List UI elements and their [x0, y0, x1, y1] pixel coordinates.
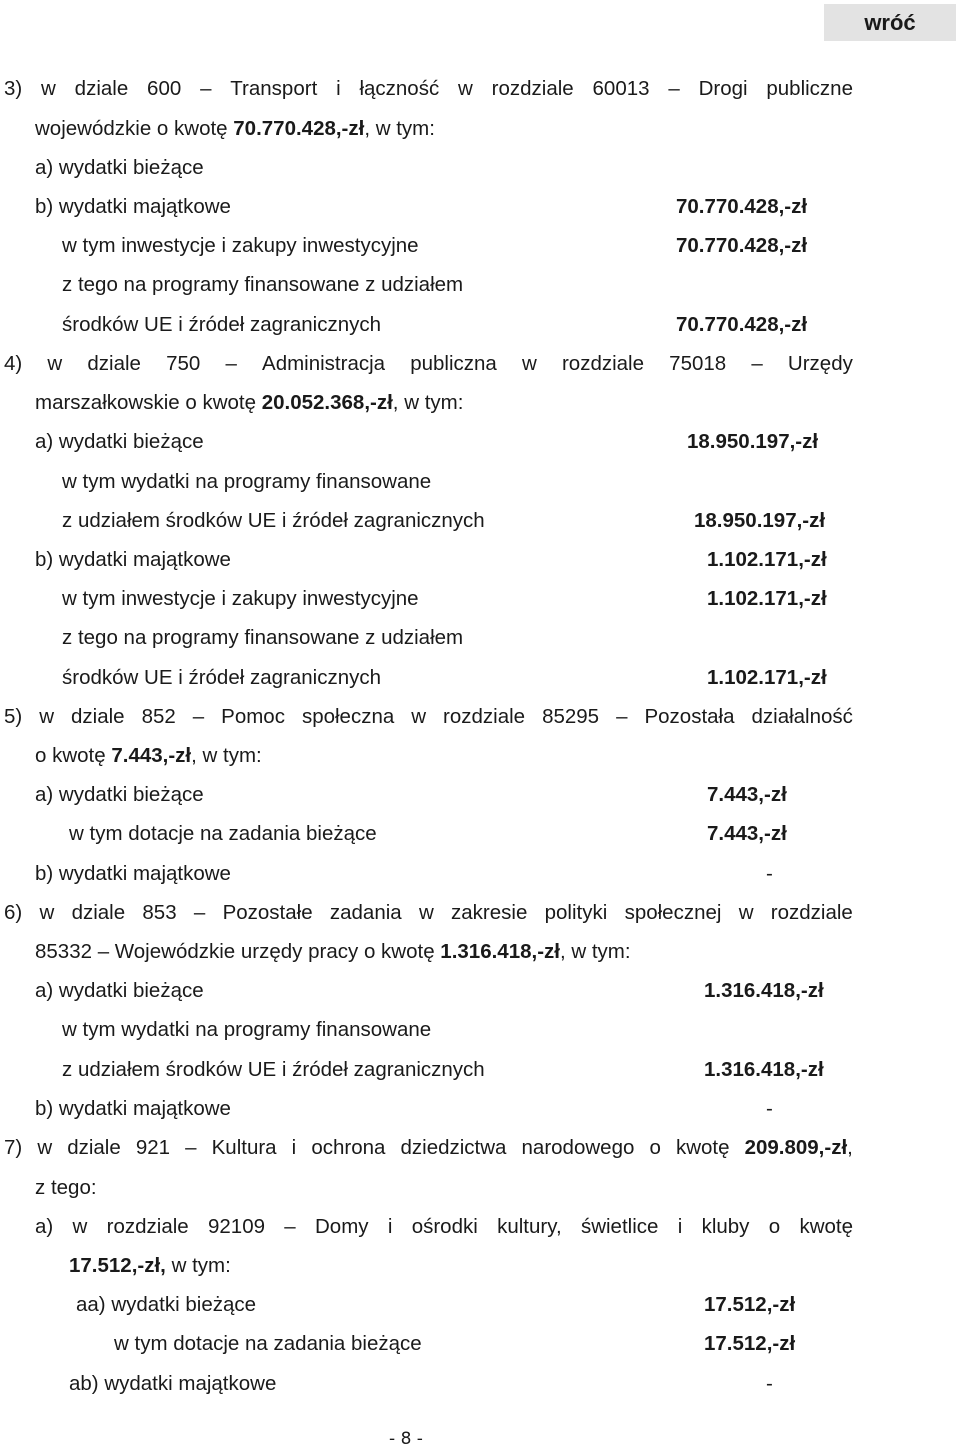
word: kluby [701, 1215, 750, 1238]
word: w [39, 705, 55, 728]
word: rozdziale [770, 901, 853, 924]
word: i [387, 1215, 393, 1238]
dash: – [284, 1215, 296, 1238]
s4-current-expenses-amount: 18.950.197,-zł [687, 430, 819, 453]
word: dziale [71, 705, 125, 728]
total-amount: 20.052.368,-zł [261, 391, 393, 414]
s6-line-1 [4, 900, 853, 926]
word: w [411, 705, 427, 728]
word: w [458, 77, 473, 100]
word: działalność [751, 705, 853, 728]
dash: – [225, 352, 237, 375]
word: w [39, 901, 55, 924]
s7-subsidies-amount: 17.512,-zł [704, 1332, 796, 1355]
word: rozdziale [491, 77, 574, 100]
word: społecznej [624, 901, 722, 924]
s7-subsidies-label: w tym dotacje na zadania bieżące [114, 1332, 422, 1355]
text: wojewódzkie o kwotę [35, 117, 234, 140]
word: i [336, 77, 341, 100]
s7-current-expenses-label: aa) wydatki bieżące [76, 1293, 257, 1316]
s3-investments-label: w tym inwestycje i zakupy inwestycyjne [62, 234, 419, 257]
s7-sub-a-line-2 [69, 1253, 231, 1279]
word: 921 [135, 1136, 171, 1159]
text: o kwotę [35, 744, 112, 767]
s4-programs-label-2: środków UE i źródeł zagranicznych [62, 666, 382, 689]
word: Transport [230, 77, 318, 100]
word: dziedzictwa [400, 1136, 507, 1159]
dash: – [193, 901, 206, 924]
dash: – [192, 705, 205, 728]
s6-eu-programs-amount: 1.316.418,-zł [704, 1058, 824, 1081]
word: 852 [141, 705, 176, 728]
s3-programs-amount: 70.770.428,-zł [676, 313, 808, 336]
sub-item-letter: a) [35, 1215, 54, 1238]
word: dziale [67, 1136, 121, 1159]
word: kultury, [497, 1215, 562, 1238]
s4-line-1 [4, 351, 853, 377]
comma: , [847, 1136, 853, 1159]
total-amount: 70.770.428,-zł [233, 117, 365, 140]
text: , w tym: [392, 391, 464, 414]
s4-eu-programs-label-2: z udziałem środków UE i źródeł zagranicznych [62, 509, 485, 532]
text: , w tym: [364, 117, 435, 140]
s3-programs-label-2: środków UE i źródeł zagranicznych [62, 313, 382, 336]
s4-programs-amount: 1.102.171,-zł [707, 666, 827, 689]
word: polityki [544, 901, 608, 924]
word: w [47, 352, 63, 375]
word: w [418, 901, 434, 924]
s4-programs-label-1: z tego na programy finansowane z udziałem [62, 626, 464, 649]
word: Administracja [262, 352, 386, 375]
text: 85332 – Wojewódzkie urzędy pracy o kwotę [35, 940, 441, 963]
word: 75018 [669, 352, 727, 375]
s6-capital-expenses-amount: - [766, 1097, 773, 1120]
s5-capital-expenses-label: b) wydatki majątkowe [35, 862, 231, 885]
word: świetlice [580, 1215, 659, 1238]
word: 92109 [207, 1215, 265, 1238]
item-number: 3) [4, 77, 23, 100]
item-number: 4) [4, 352, 23, 375]
word: publiczna [410, 352, 497, 375]
word: ośrodki [411, 1215, 478, 1238]
s4-capital-expenses-label: b) wydatki majątkowe [35, 548, 231, 571]
s7-sub-a-line-1 [35, 1214, 853, 1240]
word: rozdziale [106, 1215, 189, 1238]
word: zadania [329, 901, 402, 924]
word: i [677, 1215, 683, 1238]
dash: – [185, 1136, 197, 1159]
s3-capital-expenses-amount: 70.770.428,-zł [676, 195, 808, 218]
word: ochrona [311, 1136, 386, 1159]
s7-capital-expenses-label: ab) wydatki majątkowe [69, 1372, 277, 1395]
word: o [768, 1215, 781, 1238]
s6-eu-programs-label-1: w tym wydatki na programy finansowane [62, 1018, 432, 1041]
s5-current-expenses-label: a) wydatki bieżące [35, 783, 204, 806]
word: 600 [147, 77, 182, 100]
s5-capital-expenses-amount: - [766, 862, 773, 885]
s7-current-expenses-amount: 17.512,-zł [704, 1293, 796, 1316]
dash: – [200, 77, 212, 100]
text: , w tym: [559, 940, 631, 963]
item-number: 6) [4, 901, 23, 924]
back-button[interactable]: wróć [824, 4, 956, 41]
word: Domy [315, 1215, 369, 1238]
word: łączność [359, 77, 440, 100]
text: marszałkowskie o kwotę [35, 391, 262, 414]
word: narodowego [521, 1136, 635, 1159]
s4-eu-programs-label-1: w tym wydatki na programy finansowane [62, 470, 432, 493]
word: w [522, 352, 537, 375]
s3-current-expenses-label: a) wydatki bieżące [35, 156, 204, 179]
word: w [738, 901, 754, 924]
word: Pozostała [644, 705, 735, 728]
word: rozdziale [561, 352, 645, 375]
s6-eu-programs-label-2: z udziałem środków UE i źródeł zagranicznych [62, 1058, 485, 1081]
word: w [72, 1215, 88, 1238]
word: 85295 [542, 705, 600, 728]
s7-line-2: z tego: [35, 1176, 97, 1199]
dash: – [668, 77, 680, 100]
s7-line-1 [4, 1135, 853, 1161]
s5-line-2 [35, 743, 262, 769]
word: 60013 [592, 77, 650, 100]
s3-capital-expenses-label: b) wydatki majątkowe [35, 195, 231, 218]
s5-subsidies-label: w tym dotacje na zadania bieżące [69, 822, 377, 845]
s3-investments-amount: 70.770.428,-zł [676, 234, 808, 257]
dash: – [616, 705, 628, 728]
word: Drogi [698, 77, 748, 100]
text: , w tym: [191, 744, 262, 767]
s7-capital-expenses-amount: - [766, 1372, 773, 1395]
word: dziale [87, 352, 141, 375]
word: rozdziale [443, 705, 526, 728]
dash: – [751, 352, 763, 375]
s4-current-expenses-label: a) wydatki bieżące [35, 430, 204, 453]
item-number: 5) [4, 705, 23, 728]
word: w [37, 1136, 53, 1159]
s6-line-2 [35, 939, 631, 965]
text: w tym: [165, 1254, 231, 1277]
word: 750 [166, 352, 201, 375]
s4-eu-programs-amount: 18.950.197,-zł [694, 509, 826, 532]
amount-value: 209.809,-zł [744, 1136, 848, 1159]
s6-current-expenses-amount: 1.316.418,-zł [704, 979, 824, 1002]
s3-line-1 [4, 76, 853, 102]
word: o [649, 1136, 661, 1159]
s3-line-2 [35, 116, 435, 142]
page-number: - 8 - [389, 1429, 423, 1449]
word: Kultura [211, 1136, 277, 1159]
total-amount: 1.316.418,-zł [440, 940, 560, 963]
sub-amount: 17.512,-zł, [69, 1254, 166, 1277]
word: dziale [74, 77, 129, 100]
s6-current-expenses-label: a) wydatki bieżące [35, 979, 204, 1002]
word: publiczne [766, 77, 853, 100]
word: Urzędy [787, 352, 853, 375]
s4-line-2 [35, 390, 463, 416]
word: w [41, 77, 56, 100]
s3-programs-label-1: z tego na programy finansowane z udziałem [62, 273, 464, 296]
word: społeczna [301, 705, 395, 728]
word: zakresie [451, 901, 528, 924]
total-amount: 7.443,-zł [111, 744, 192, 767]
s4-investments-amount: 1.102.171,-zł [707, 587, 827, 610]
word: i [291, 1136, 297, 1159]
s5-line-1 [4, 704, 853, 730]
total-amount [745, 1135, 853, 1161]
word: kwotę [799, 1215, 853, 1238]
s5-current-expenses-amount: 7.443,-zł [707, 783, 787, 806]
word: kwotę [675, 1136, 730, 1159]
s5-subsidies-amount: 7.443,-zł [707, 822, 787, 845]
word: Pomoc [221, 705, 285, 728]
word: dziale [71, 901, 126, 924]
word: Pozostałe [222, 901, 313, 924]
s6-capital-expenses-label: b) wydatki majątkowe [35, 1097, 231, 1120]
s4-capital-expenses-amount: 1.102.171,-zł [707, 548, 827, 571]
word: 853 [142, 901, 177, 924]
item-number: 7) [4, 1136, 23, 1159]
s4-investments-label: w tym inwestycje i zakupy inwestycyjne [62, 587, 419, 610]
